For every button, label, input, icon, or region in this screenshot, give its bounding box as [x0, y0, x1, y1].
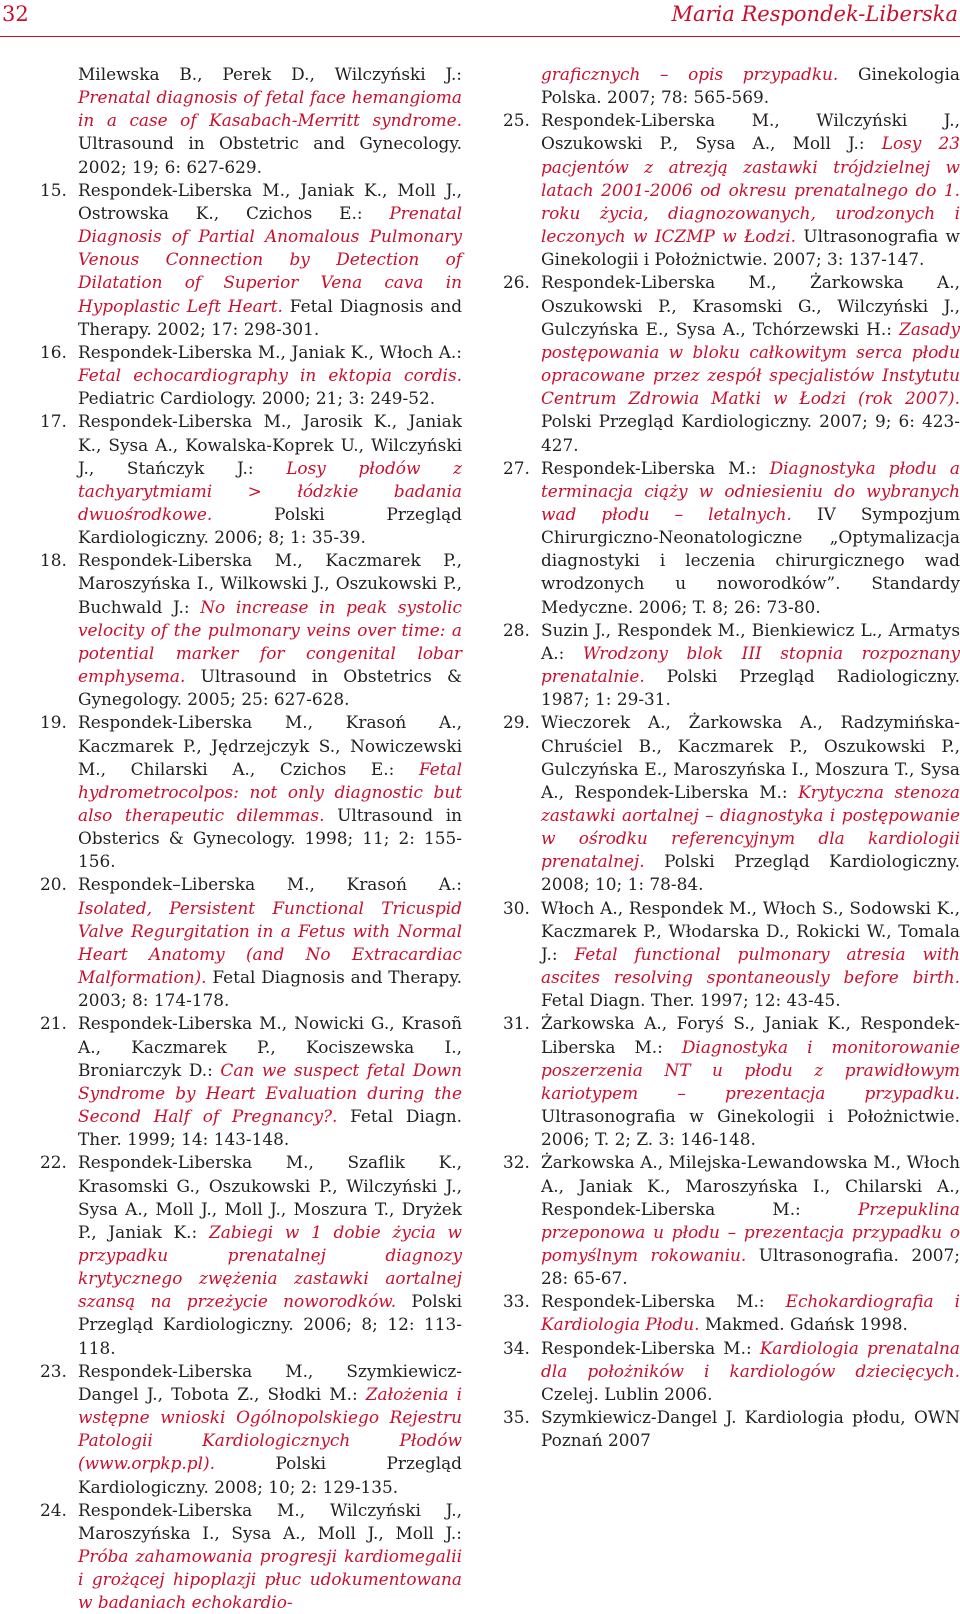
reference-text: Respondek-Liberska M., Żarkowska A., Oszukowski P., Krasomski G., Wilczyński J., Gulczyńska E., Sysa A., Tchórzewski H.: — [541, 272, 960, 339]
reference-title: Próba zahamowania progresji kardiomegalii i grożącej hipoplazji płuc udokumentowana w badaniach echokardio- — [78, 1546, 462, 1613]
reference-text: Respondek-Liberska M.: — [541, 457, 770, 478]
reference-number: 20. — [40, 874, 67, 895]
reference-item — [40, 341, 462, 410]
reference-item — [503, 897, 960, 1013]
reference-item — [40, 410, 462, 549]
header-rule — [0, 36, 960, 37]
reference-text: Respondek–Liberska M., Krasoń A.: — [78, 874, 462, 895]
reference-number: 26. — [503, 272, 530, 293]
reference-number: 17. — [40, 411, 67, 432]
reference-text: Fetal Diagnosis and Therapy. 2002; 17: 298-301. — [78, 295, 463, 339]
reference-item — [503, 457, 960, 619]
reference-item — [503, 1406, 960, 1452]
reference-number: 23. — [40, 1360, 67, 1381]
reference-item — [40, 711, 462, 873]
page-header — [0, 0, 960, 34]
reference-item — [40, 63, 462, 179]
reference-item — [503, 63, 960, 109]
reference-item — [40, 873, 462, 1012]
reference-text: Ultrasound in Obstetric and Gynecology. 2002; 19; 6: 627-629. — [78, 133, 462, 177]
reference-text: Polski Przegląd Kardiologiczny. 2008; 10; 1: 78-84. — [541, 851, 960, 895]
reference-title: Fetal hydrometrocolpos: not only diagnostic but also therapeutic dilemmas. — [78, 758, 462, 825]
reference-text: Polski Przegląd Kardiologiczny. 2007; 9; 6: 423-427. — [541, 411, 960, 455]
reference-text: Respondek-Liberska M., Szymkiewicz-Dangel J., Tobota Z., Słodki M.: — [78, 1360, 462, 1404]
reference-title: Założenia i wstępne wnioski Ogólnopolskiego Rejestru Patologii Kardiologicznych Płodów (www.orpkp.pl). — [78, 1383, 462, 1474]
reference-text: Polski Przegląd Kardiologiczny. 2008; 10; 2: 129-135. — [78, 1453, 462, 1497]
reference-title: Diagnostyka płodu a terminacja ciąży w odniesieniu do wybranych wad płodu – letalnych. — [541, 457, 960, 524]
reference-title: Can we suspect fetal Down Syndrome by Heart Evaluation during the Second Half of Pregnancy?. — [78, 1059, 462, 1127]
reference-number: 29. — [503, 712, 530, 733]
reference-item — [40, 1360, 462, 1499]
reference-title: Kardiologia prenatalna dla położników i kardiologów dziecięcych. — [541, 1337, 960, 1381]
reference-text: Respondek-Liberska M., Krasoń A., Kaczmarek P., Jędrzejczyk S., Nowiczewski M., Chilarski A., Czichos E.: — [78, 712, 462, 779]
reference-text: Ultrasound in Obsterics & Gynecology. 1998; 11; 2: 155-156. — [78, 805, 462, 872]
reference-text: Polski Przegląd Kardiologiczny. 2006; 8; 1: 35-39. — [78, 503, 462, 548]
reference-number: 30. — [503, 897, 530, 918]
reference-number: 18. — [40, 550, 67, 571]
reference-text: Ultrasonografia. 2007; 28: 65-67. — [541, 1244, 960, 1289]
reference-item — [40, 549, 462, 711]
reference-number: 33. — [503, 1291, 530, 1312]
reference-number: 34. — [503, 1337, 530, 1358]
reference-text: Respondek-Liberska M., Janiak K., Włoch A.: — [78, 341, 462, 362]
reference-item — [40, 1499, 462, 1614]
reference-text: Wieczorek A., Żarkowska A., Radzymińska-Chruściel B., Kaczmarek P., Oszukowski P., Gulczyńska E., Maroszyńska I., Moszura T., Sysa A., Respondek-Liberska M.: — [541, 712, 960, 802]
reference-number: 25. — [503, 110, 530, 131]
reference-item — [503, 271, 960, 456]
reference-title: Diagnostyka i monitorowanie poszerzenia NT u płodu z prawidłowym kariotypem – prezentacja przypadku. — [541, 1036, 960, 1103]
reference-text: Respondek-Liberska M., Wilczyński J., Maroszyńska I., Sysa A., Moll J., Moll J.: — [78, 1499, 462, 1543]
reference-item — [503, 1290, 960, 1336]
reference-item — [503, 109, 960, 271]
running-head-author: Maria Respondek-Liberska — [671, 2, 958, 26]
reference-title: Losy płodów z tachyarytmiami > łódzkie badania dwuośrodkowe. — [78, 457, 462, 524]
reference-number: 31. — [503, 1013, 530, 1034]
reference-text: Czelej. Lublin 2006. — [541, 1383, 713, 1404]
reference-title: graficznych – opis przypadku. — [541, 64, 839, 84]
reference-text: Polski Przegląd Kardiologiczny. 2006; 8; 12: 113-118. — [78, 1291, 462, 1358]
reference-title: Prenatal diagnosis of fetal face hemangioma in a case of Kasabach-Merritt syndrome. — [78, 87, 462, 131]
reference-number: 24. — [40, 1499, 67, 1520]
reference-text: Ginekologia Polska. 2007; 78: 565-569. — [541, 64, 960, 108]
reference-number: 35. — [503, 1407, 530, 1428]
reference-item — [503, 1012, 960, 1151]
reference-text: Milewska B., Perek D., Wilczyński J.: — [78, 64, 462, 84]
reference-title: Zasady postępowania w bloku całkowitym serca płodu opracowane przez zespół specjalistów Instytutu Centrum Zdrowia Matki w Łodzi (rok 2007). — [541, 318, 960, 409]
reference-title: Losy 23 pacjentów z atrezją zastawki trójdzielnej w latach 2001-2006 od okresu prenatalnego do 1. roku życia, diagnozowanych, urodzonych i leczonych w ICZMP w Łodzi. — [541, 133, 960, 247]
reference-number: 15. — [40, 179, 67, 200]
references-left-column — [40, 63, 462, 1614]
reference-item — [40, 1151, 462, 1359]
reference-number: 19. — [40, 712, 67, 733]
reference-text: Fetal Diagn. Ther. 1999; 14: 143-148. — [78, 1106, 462, 1150]
reference-title: Zabiegi w 1 dobie życia w przypadku prenatalnej diagnozy krytycznego zwężenia zastawki aortalnej szansą na przeżycie noworodków. — [78, 1221, 463, 1312]
reference-title: No increase in peak systolic velocity of the pulmonary veins over time: a potential marker for congenital lobar emphysema. — [78, 596, 462, 687]
reference-text: Szymkiewicz-Dangel J. Kardiologia płodu, OWN Poznań 2007 — [541, 1407, 960, 1451]
reference-item — [503, 1337, 960, 1406]
reference-text: Fetal Diagnosis and Therapy. 2003; 8: 174-178. — [78, 967, 462, 1011]
reference-item — [503, 711, 960, 896]
reference-text: Respondek-Liberska M.: — [541, 1337, 760, 1358]
reference-number: 28. — [503, 619, 530, 640]
reference-text: Respondek-Liberska M., Jarosik K., Janiak K., Sysa A., Kowalska-Koprek U., Wilczyński J., Stańczyk J.: — [78, 411, 462, 478]
reference-title: Echokardiografia i Kardiologia Płodu. — [541, 1291, 960, 1335]
reference-text: IV Sympozjum Chirurgiczno-Neonatologiczne „Optymalizacja diagnostyki i leczenia chirurgicznego wad wrodzonych u noworodków”. Standardy Medyczne. 2006; T. 8; 26: 73-80. — [541, 503, 960, 617]
reference-number: 16. — [40, 341, 67, 362]
reference-number: 22. — [40, 1152, 67, 1173]
reference-number: 32. — [503, 1152, 530, 1173]
reference-text: Suzin J., Respondek M., Bienkiewicz L., Armatys A.: — [541, 619, 960, 663]
reference-text: Respondek-Liberska M., Nowicki G., Krasoñ A., Kaczmarek P., Kociszewska I., Broniarczyk D.: — [78, 1013, 462, 1080]
reference-text: Polski Przegląd Radiologiczny. 1987; 1: 29-31. — [541, 666, 960, 710]
page-number: 32 — [2, 2, 29, 26]
reference-title: Fetal echocardiography in ektopia cordis. — [78, 365, 462, 386]
reference-title: Przepuklina przeponowa u płodu – prezentacja przypadku o pomyślnym rokowaniu. — [541, 1198, 960, 1265]
reference-text: Makmed. Gdańsk 1998. — [699, 1314, 908, 1335]
reference-item — [503, 1151, 960, 1290]
reference-title: Wrodzony blok III stopnia rozpoznany prenatalnie. — [541, 642, 960, 687]
reference-item — [40, 1012, 462, 1151]
reference-text: Respondek-Liberska M., Janiak K., Moll J., Ostrowska K., Czichos E.: — [78, 179, 462, 223]
reference-item — [40, 179, 462, 341]
reference-number: 27. — [503, 457, 530, 478]
reference-title: Krytyczna stenoza zastawki aortalnej – diagnostyka i postępowanie w ośrodku referencyjnym dla kardiologii prenatalnej. — [541, 781, 960, 872]
reference-text: Pediatric Cardiology. 2000; 21; 3: 249-52. — [78, 388, 436, 409]
reference-text: Ultrasonografia w Ginekologii i Położnictwie. 2006; T. 2; Z. 3: 146-148. — [541, 1106, 960, 1150]
reference-text: Respondek-Liberska M., Szaflik K., Krasomski G., Oszukowski P., Wilczyński J., Sysa A., Moll J., Moll J., Moszura T., Dryżek P., Janiak K.: — [78, 1152, 462, 1242]
reference-text: Żarkowska A., Milejska-Lewandowska M., Włoch A., Janiak K., Maroszyńska I., Chilarski A., Respondek-Liberska M.: — [541, 1152, 960, 1219]
reference-item — [503, 619, 960, 712]
reference-text: Respondek-Liberska M., Wilczyński J., Oszukowski P., Sysa A., Moll J.: — [541, 110, 960, 154]
reference-text: Fetal Diagn. Ther. 1997; 12: 43-45. — [541, 990, 841, 1011]
reference-title: Isolated, Persistent Functional Tricuspid Valve Regurgitation in a Fetus with Normal Heart Anatomy (and No Extracardiac Malformation). — [78, 897, 462, 988]
reference-text: Ultrasound in Obstetrics & Gynegology. 2005; 25: 627-628. — [78, 666, 462, 710]
reference-text: Włoch A., Respondek M., Włoch S., Sodowski K., Kaczmarek P., Włodarska D., Rokicki W., Tomala J.: — [541, 897, 960, 964]
reference-title: Fetal functional pulmonary atresia with ascites resolving spontaneously before birth. — [541, 943, 960, 988]
reference-text: Żarkowska A., Foryś S., Janiak K., Respondek-Liberska M.: — [541, 1013, 960, 1057]
reference-text: Respondek-Liberska M., Kaczmarek P., Maroszyńska I., Wilkowski J., Oszukowski P., Buchwald J.: — [78, 550, 462, 617]
reference-number: 21. — [40, 1013, 67, 1034]
references-right-column — [503, 63, 960, 1452]
reference-text: Ultrasonografia w Ginekologii i Położnictwie. 2007; 3: 137-147. — [541, 226, 960, 270]
reference-text: Respondek-Liberska M.: — [541, 1291, 786, 1312]
reference-title: Prenatal Diagnosis of Partial Anomalous Pulmonary Venous Connection by Detection of Dilatation of Superior Vena cava in Hypoplastic Left Heart. — [78, 202, 462, 316]
